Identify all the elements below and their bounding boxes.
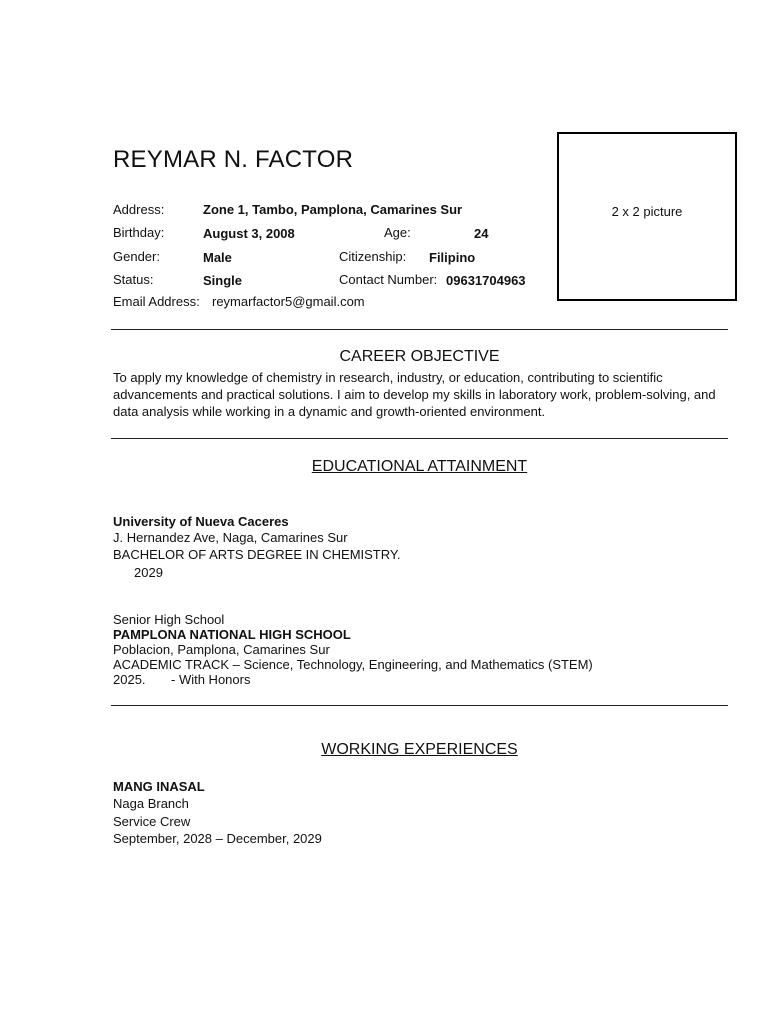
citizenship-value: Filipino [429,250,476,265]
status-value: Single [203,273,243,288]
age-label: Age: [384,225,411,240]
work-period: September, 2028 – December, 2029 [113,831,322,846]
address-label: Address: [113,202,165,217]
contact-label: Contact Number: [339,272,438,287]
divider [111,329,728,330]
work-position: Service Crew [113,814,191,829]
status-label: Status: [113,272,154,287]
email-label: Email Address: [113,294,200,309]
work-company: MANG INASAL [113,779,205,794]
divider [111,438,728,439]
shs-address: Poblacion, Pamplona, Camarines Sur [113,642,330,657]
college-degree: BACHELOR OF ARTS DEGREE IN CHEMISTRY. [113,547,401,562]
college-year: 2029 [134,565,163,580]
birthday-value: August 3, 2008 [203,226,295,241]
shs-year: 2025. [113,672,146,687]
shs-school: PAMPLONA NATIONAL HIGH SCHOOL [113,627,351,642]
divider [111,705,728,706]
contact-value: 09631704963 [446,273,526,288]
work-branch: Naga Branch [113,796,189,811]
applicant-name: REYMAR N. FACTOR [113,146,354,173]
photo-placeholder [557,132,737,301]
education-heading: EDUCATIONAL ATTAINMENT [311,458,528,475]
gender-value: Male [203,250,232,265]
address-value: Zone 1, Tambo, Pamplona, Camarines Sur [203,202,463,217]
career-objective-heading: CAREER OBJECTIVE [339,348,500,365]
shs-honors: - With Honors [171,672,251,687]
shs-level: Senior High School [113,612,225,627]
college-address: J. Hernandez Ave, Naga, Camarines Sur [113,530,348,545]
work-heading: WORKING EXPERIENCES [321,741,518,758]
shs-track: ACADEMIC TRACK – Science, Technology, Engineering, and Mathematics (STEM) [113,657,593,672]
college-school: University of Nueva Caceres [113,514,289,529]
gender-label: Gender: [113,249,160,264]
email-value: reymarfactor5@gmail.com [212,294,365,309]
career-objective-text: To apply my knowledge of chemistry in research, industry, or education, contributing to scientific advancements and practical solutions. I aim to develop my skills in laboratory work, problem-solving, and data analysis while working in a dynamic and growth-oriented environment. [113,370,716,419]
photo-placeholder-label: 2 x 2 picture [611,204,683,219]
citizenship-label: Citizenship: [339,249,407,264]
age-value: 24 [474,226,489,241]
birthday-label: Birthday: [113,225,165,240]
